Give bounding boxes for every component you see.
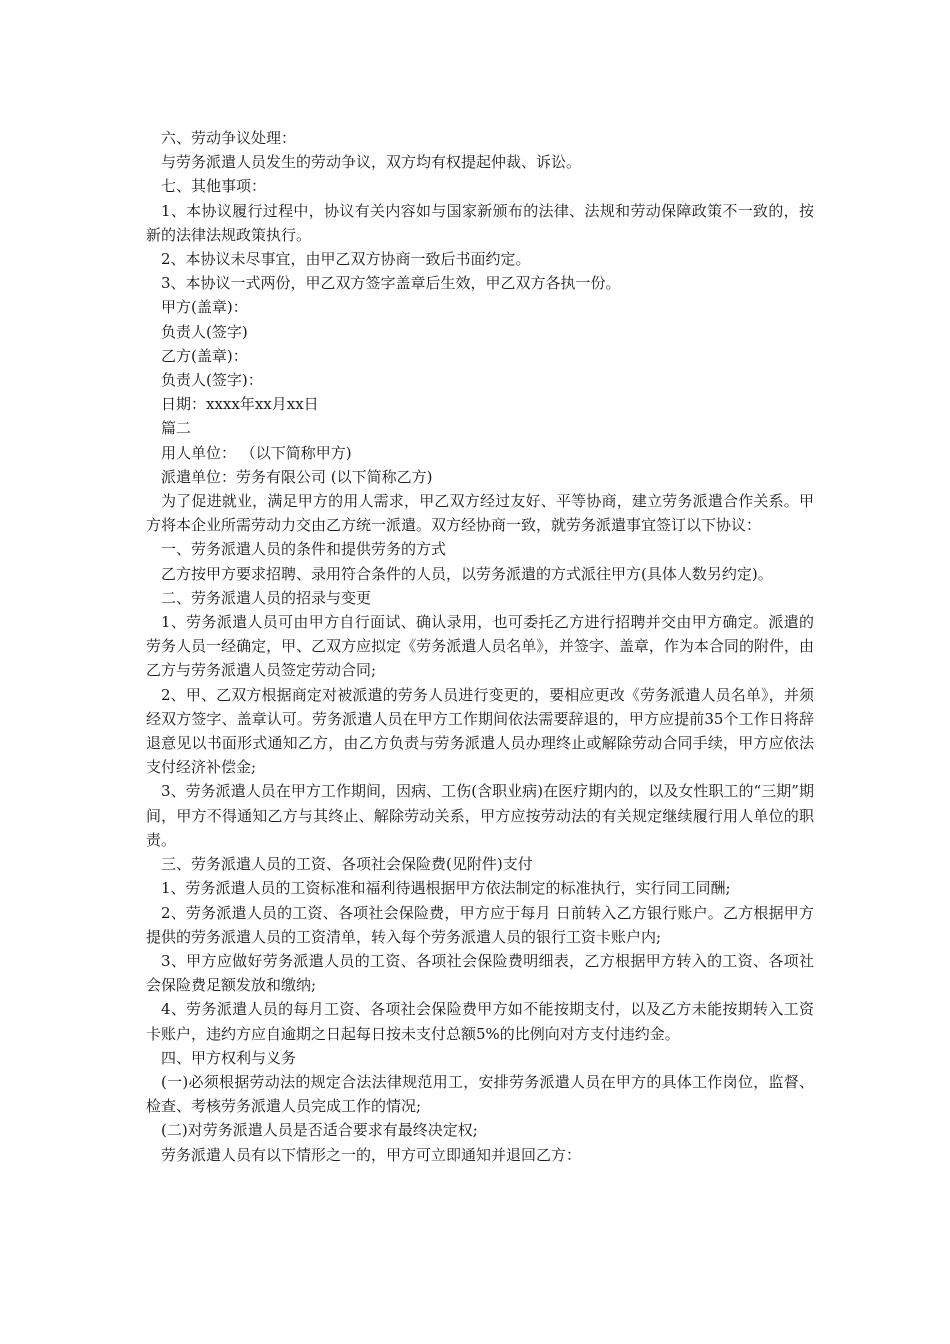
paragraph: 劳务派遣人员有以下情形之一的，甲方可立即通知并退回乙方：	[161, 1145, 582, 1164]
dispatcher-line: 派遣单位：劳务有限公司 (以下简称乙方)	[161, 467, 433, 486]
paragraph: 3、本协议一式两份，甲乙双方签字盖章后生效，甲乙双方各执一份。	[161, 274, 621, 293]
heading-section-1: 一、劳务派遣人员的条件和提供劳务的方式	[161, 540, 447, 559]
employer-line: 用人单位： （以下简称甲方)	[161, 443, 352, 462]
section-title-part-two: 篇二	[161, 419, 192, 438]
signature-party-b: 乙方(盖章)：	[161, 346, 248, 365]
paragraph: 2、甲、乙双方根据商定对被派遣的劳务人员进行变更的，要相应更改《劳务派遣人员名单》，并须经双方签字、盖章认可。劳务派遣人员在甲方工作期间依法需要辞退的，甲方应提前35个工作日将辞退意见以书面形式通知乙方，由乙方负责与劳务派遣人员办理终止或解除劳动合同手续，甲方应依法支付经济补偿金;	[146, 685, 814, 777]
paragraph: 1、劳务派遣人员可由甲方自行面试、确认录用，也可委托乙方进行招聘并交由甲方确定。派遣的劳务人员一经确定，甲、乙双方应拟定《劳务派遣人员名单》，并签字、盖章，作为本合同的附件，由乙方与劳务派遣人员签定劳动合同;	[146, 613, 814, 680]
signature-date: 日期：xxxx年xx月xx日	[161, 395, 319, 414]
paragraph: (一)必须根据劳动法的规定合法法律规范用工，安排劳务派遣人员在甲方的具体工作岗位，监督、检查、考核劳务派遣人员完成工作的情况;	[146, 1072, 814, 1116]
heading-section-4: 四、甲方权利与义务	[161, 1048, 297, 1067]
paragraph: 乙方按甲方要求招聘、录用符合条件的人员，以劳务派遣的方式派往甲方(具体人数另约定)。	[161, 564, 773, 583]
preamble-paragraph: 为了促进就业，满足甲方的用人需求，甲乙双方经过友好、平等协商，建立劳务派遣合作关系。甲方将本企业所需劳动力交由乙方统一派遣。双方经协商一致，就劳务派遣事宜签订以下协议：	[146, 492, 814, 535]
paragraph: (二)对劳务派遣人员是否适合要求有最终决定权;	[161, 1121, 478, 1140]
signature-responsible-a: 负责人(签字)	[161, 322, 248, 341]
heading-section-2: 二、劳务派遣人员的招录与变更	[161, 588, 372, 607]
heading-other-matters: 七、其他事项：	[161, 177, 267, 196]
paragraph: 3、劳务派遣人员在甲方工作期间，因病、工伤(含职业病)在医疗期内的，以及女性职工的“三期”期间，甲方不得通知乙方与其终止、解除劳动关系，甲方应按劳动法的有关规定继续履行用人单位的职责。	[146, 782, 814, 849]
paragraph: 与劳务派遣人员发生的劳动争议，双方均有权提起仲裁、诉讼。	[161, 153, 582, 172]
paragraph: 2、本协议未尽事宜，由甲乙双方协商一致后书面约定。	[161, 250, 531, 269]
paragraph: 1、本协议履行过程中，协议有关内容如与国家新颁布的法律、法规和劳动保障政策不一致的，按新的法律法规政策执行。	[146, 201, 814, 244]
paragraph: 3、甲方应做好劳务派遣人员的工资、各项社会保险费明细表，乙方根据甲方转入的工资、各项社会保险费足额发放和缴纳;	[146, 951, 814, 995]
paragraph: 4、劳务派遣人员的每月工资、各项社会保险费甲方如不能按期支付，以及乙方未能按期转入工资卡账户，违约方应自逾期之日起每日按未支付总额5%的比例向对方支付违约金。	[146, 1000, 814, 1043]
heading-section-3: 三、劳务派遣人员的工资、各项社会保险费(见附件)支付	[161, 855, 533, 874]
signature-party-a: 甲方(盖章)：	[161, 298, 248, 317]
heading-labor-dispute: 六、劳动争议处理：	[161, 129, 297, 147]
document-body	[146, 126, 814, 1167]
paragraph: 2、劳务派遣人员的工资、各项社会保险费，甲方应于每月 日前转入乙方银行账户。乙方根据甲方提供的劳务派遣人员的工资清单，转入每个劳务派遣人员的银行工资卡账户内;	[146, 903, 814, 946]
signature-responsible-b: 负责人(签字)：	[161, 371, 263, 390]
paragraph: 1、劳务派遣人员的工资标准和福利待遇根据甲方依法制定的标准执行，实行同工同酬;	[161, 879, 731, 898]
